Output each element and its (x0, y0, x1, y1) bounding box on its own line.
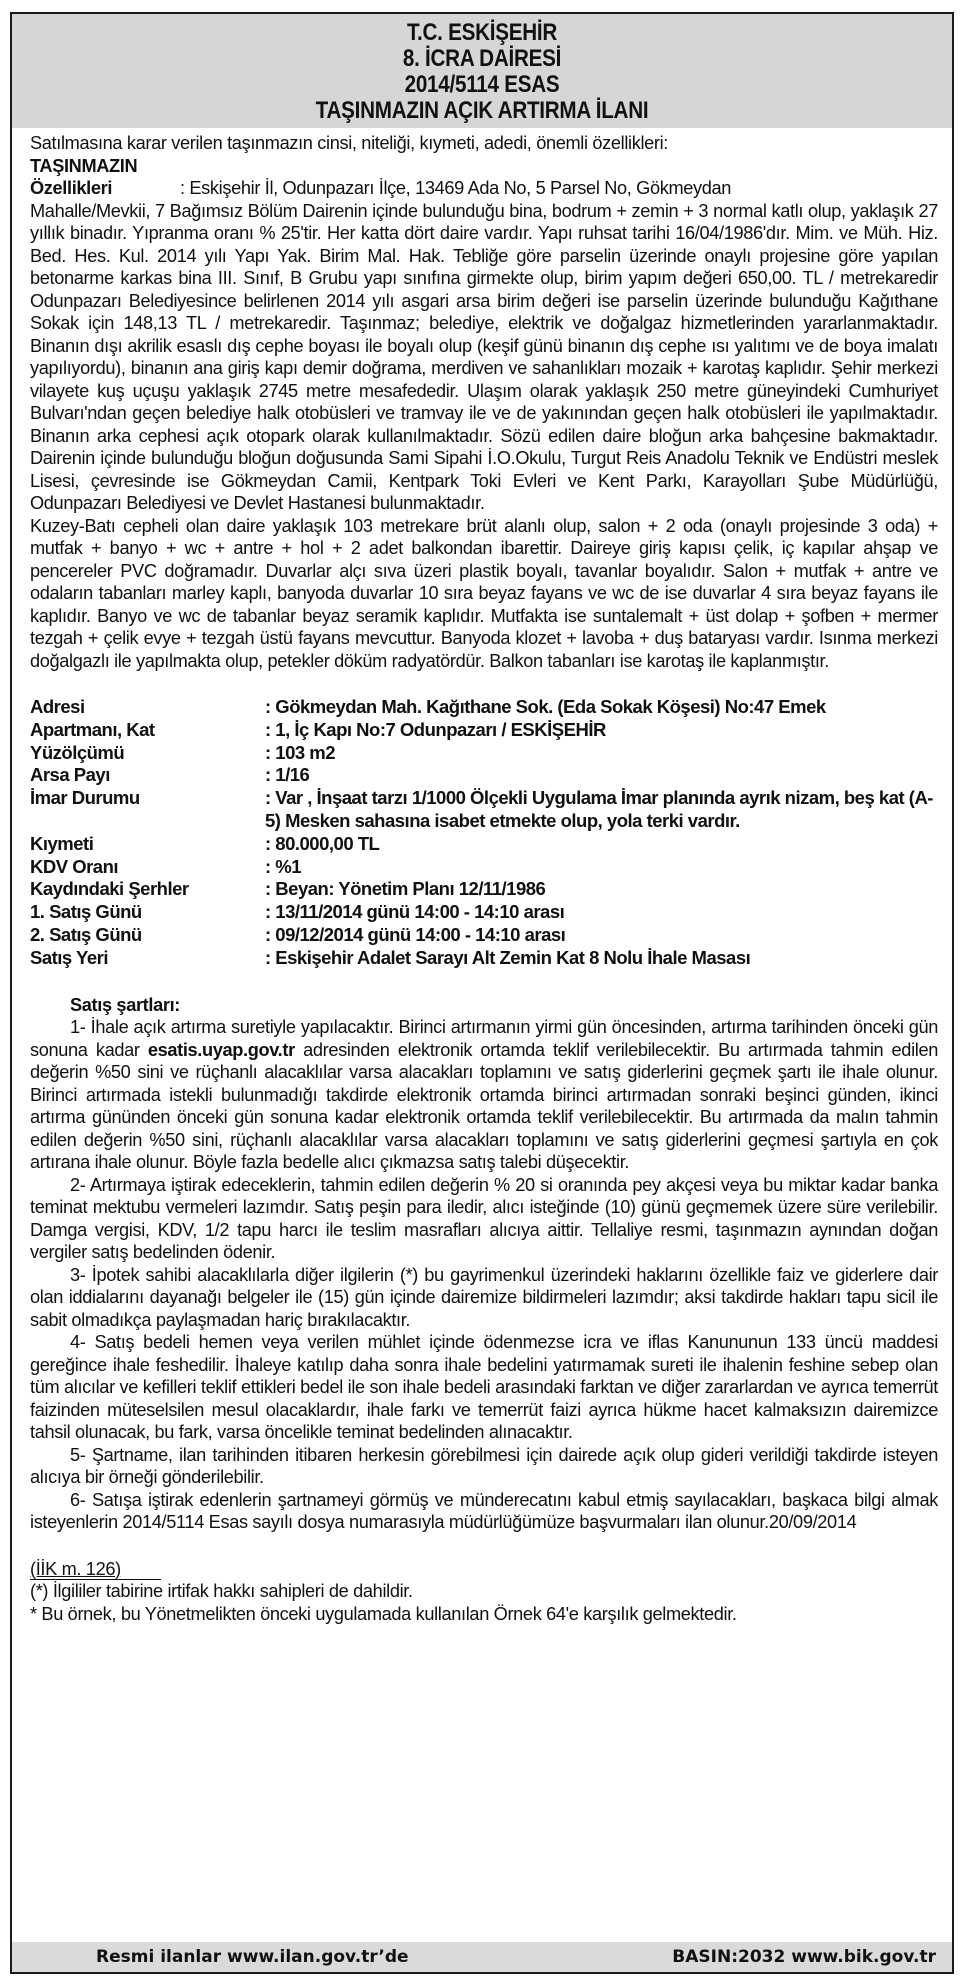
condition-text: adresinden elektronik ortamda teklif verilebilecektir. Bu artırmada tahmin edilen değerin %50 sini ve rüçhanlı alacaklılar varsa alacakları toplamını ve satış giderlerini geçmek şartı ile ihale olunur. Birinci artırmada istekli bulunmadığı takdirde elektronik ortamda birinci artırmadan sonraki beşinci günden, ikinci artırma gününden önceki gün sonuna kadar elektronik ortamda teklif verilebilecektir. Bu artırmada da malın tahmin edilen değerin %50 sini, rüçhanlı alacaklılar varsa alacakları toplamını ve satış giderlerini geçmesi şartıyla en çok artırana ihale olunur. Böyle fazla bedelle alıcı çıkmazsa satış talebi düşecektir. (30, 1039, 938, 1173)
features-row (30, 177, 938, 200)
property-row-second-sale (30, 924, 938, 947)
conditions-title: Satış şartları: (70, 994, 180, 1015)
condition-text: 1- İhale açık artırma suretiyle yapılacaktır. Birinci artırmanın yirmi gün öncesinden, artırma tarihinden önceki gün sonuna kadar (30, 1017, 938, 1060)
property-label: 2. Satış Günü (30, 923, 142, 945)
footer-bik-link[interactable]: BASIN:2032 www.bik.gov.tr (672, 1947, 936, 1967)
auction-notice (10, 12, 954, 1974)
intro-text: Satılmasına karar verilen taşınmazın cinsi, niteliği, kıymeti, adedi, önemli özellikleri: (30, 133, 669, 153)
property-value: : 1, İç Kapı No:7 Odunpazarı / ESKİŞEHİR (265, 718, 606, 740)
property-label: Kıymeti (30, 832, 94, 854)
header-office: 8. İCRA DAİRESİ (402, 45, 562, 72)
notice-footer (12, 1942, 952, 1972)
property-value: : Beyan: Yönetim Planı 12/11/1986 (265, 878, 546, 900)
property-value: : 1/16 (265, 764, 310, 786)
property-row-vat (30, 856, 938, 879)
footer-ilan-link[interactable]: Resmi ilanlar www.ilan.gov.tr’de (96, 1947, 409, 1967)
condition-5: 5- Şartname, ilan tarihinden itibaren herkesin görebilmesi için dairede açık olup gideri verildiği takdirde isteyen alıcıya bir örneği gönderilebilir. (30, 1444, 938, 1488)
property-label: Apartmanı, Kat (30, 718, 155, 740)
condition-4: 4- Satış bedeli hemen veya verilen mühlet içinde ödenmezse icra ve iflas Kanununun 133 üncü maddesi gereğince ihale feshedilir. İhaleye katılıp daha sonra ihale bedelini yatırmamak sureti ile ihalenin feshine sebep olan tüm alıcılar ve kefilleri teklif ettikleri bedel ile son ihale bedeli arasındaki farktan ve diğer zararlardan ve ayrıca temerrüt faizinden müteselsilen mesul olacaklardır, ihale farkı ve temerrüt faizi ayrıca hükme hacet kalmaksızın dairemizce tahsil olunacak, bu fark, varsa öncelikle teminat bedelinden alınacaktır. (30, 1332, 938, 1443)
property-label: Arsa Payı (30, 764, 110, 786)
property-details (30, 696, 938, 970)
property-label: Yüzölçümü (30, 741, 125, 763)
property-row-first-sale (30, 901, 938, 924)
header-case-number: 2014/5114 ESAS (404, 71, 560, 98)
header-title: TAŞINMAZIN AÇIK ARTIRMA İLANI (315, 97, 649, 124)
condition-6: 6- Satışa iştirak edenlerin şartnameyi görmüş ve münderecatını kabul etmiş sayılacakları, başkaca bilgi almak isteyenlerin 2014/5114 Esas sayılı dosya numarasıyla müdürlüğümüze başvurmaları ilan olunur.20/09/2014 (30, 1489, 938, 1533)
property-row-sale-place (30, 947, 938, 970)
property-value: : Gökmeydan Mah. Kağıthane Sok. (Eda Sokak Köşesi) No:47 Emek (265, 696, 826, 717)
property-value: : %1 (265, 855, 302, 877)
footnotes (30, 1580, 938, 1625)
features-first-line: : Eskişehir İl, Odunpazarı İlçe, 13469 Ada No, 5 Parsel No, Gökmeydan (180, 178, 732, 198)
property-row-value (30, 833, 938, 856)
property-value: : 80.000,00 TL (265, 832, 380, 854)
property-value: : 09/12/2014 günü 14:00 - 14:10 arası (265, 923, 566, 945)
condition-1 (30, 1016, 938, 1174)
property-label: KDV Oranı (30, 855, 119, 877)
notice-header (12, 14, 952, 128)
property-label: 1. Satış Günü (30, 901, 142, 923)
property-label: Adresi (30, 696, 85, 717)
property-label: İmar Durumu (30, 787, 140, 809)
esatis-link[interactable]: esatis.uyap.gov.tr (147, 1039, 295, 1060)
property-value: : 103 m2 (265, 741, 336, 763)
property-row-area (30, 742, 938, 765)
property-label: Satış Yeri (30, 946, 108, 968)
apartment-description: Kuzey-Batı cepheli olan daire yaklaşık 103 metrekare brüt alanlı olup, salon + 2 oda (onaylı projesinde 3 oda) + mutfak + banyo + wc + antre + hol + 2 adet balkondan ibarettir. Daireye giriş kapısı çelik, iç kapılar ahşap ve pencereler PVC doğramadır. Duvarlar alçı sıva üzeri plastik boyalı, tavanlar boyalıdır. Salon + mutfak + antre ve odaların tabanları marley kaplı, banyoda duvarlar 10 sıra beyaz fayans ve wc de ise duvarlar 4 sıra beyaz fayans ile kaplıdır. Banyo ve wc de tabanlar beyaz seramik kaplıdır. Mutfakta ise suntalemalt + üst dolap + şofben + mermer tezgah + çelik evye + tezgah üstü fayans mevcuttur. Banyoda klozet + lavoba + duş bataryası vardır. Isınma merkezi doğalgazlı ile yapılmakta olup, petekler döküm radyatördür. Balkon tabanları ise karotaş ile kaplanmıştır. (30, 515, 938, 671)
property-value: : Eskişehir Adalet Sarayı Alt Zemin Kat 8 Nolu İhale Masası (265, 946, 751, 968)
property-row-annotations (30, 878, 938, 901)
notice-body (12, 128, 952, 1625)
property-value: : Var , İnşaat tarzı 1/1000 Ölçekli Uygulama İmar planında ayrık nizam, beş kat (A-5) Mesken sahasına isabet etmekte olup, yola terki vardır. (265, 787, 933, 831)
property-row-land-share (30, 764, 938, 787)
property-heading: TAŞINMAZIN (30, 155, 138, 176)
features-label: Özellikleri (30, 178, 113, 198)
header-city: T.C. ESKİŞEHİR (406, 19, 558, 46)
condition-2: 2- Artırmaya iştirak edeceklerin, tahmin edilen değerin % 20 si oranında pey akçesi veya bu miktar kadar banka teminat mektubu vermeleri lazımdır. Satış peşin para iledir, alıcı isteğinde (10) günü geçmemek üzere süre verilebilir. Damga vergisi, KDV, 1/2 tapu harcı ile teslim masrafları alıcıya aittir. Tellaliye resmi, taşınmazın aynından doğan vergiler satış bedelinden ödenir. (30, 1174, 938, 1263)
property-label: Kaydındaki Şerhler (30, 878, 189, 900)
property-row-zoning (30, 787, 938, 833)
footnote-2: * Bu örnek, bu Yönetmelikten önceki uygulamada kullanılan Örnek 64'e karşılık gelmektedir. (30, 1603, 737, 1624)
property-row-floor (30, 719, 938, 742)
property-value: : 13/11/2014 günü 14:00 - 14:10 arası (265, 901, 565, 923)
features-description: Mahalle/Mevkii, 7 Bağımsız Bölüm Dairenin içinde bulunduğu bina, bodrum + zemin + 3 normal katlı olup, yaklaşık 27 yıllık binadır. Yıpranma oranı % 25'tir. Her katta dört daire vardır. Yapı ruhsat tarihi 16/04/1986'dır. Mim. ve Müh. Hiz. Bed. Hes. Kul. 2014 yılı Yapı Yak. Birim Mal. Hak. Tebliğe göre parselin üzerinde onaylı projesine göre yapılan betonarme karkas bina III. Sınıf, B Grubu yapı sınıfına girmekte olup, birim yapım değeri 650,00. TL / metrekaredir Odunpazarı Belediyesince belirlenen 2014 yılı asgari arsa birim değeri ise parselin üzerinde bulunduğu Kağıthane Sokak için 148,13 TL / metrekaredir. Taşınmaz; belediye, elektrik ve doğalgaz hizmetlerinden yararlanmaktadır. Binanın dışı akrilik esaslı dış cephe boyası ile boyalı olup (keşif günü binanın dış cephe ısı yalıtımı ve de boya imalatı yapılıyordu), binanın ana giriş kapı demir doğrama, merdiven ve sahanlıkları mozaik + karotaş kaplıdır. Şehir merkezi vilayete kuş uçuşu yaklaşık 2745 metre mesafededir. Ulaşım olarak yaklaşık 250 metre güneyindeki Cumhuriyet Bulvarı'ndan geçen belediye halk otobüsleri ve tramvay ile ve de yakınından geçen halk otobüsleri ile yapılmaktadır. Binanın arka cephesi açık otopark olarak kullanılmaktadır. Sözü edilen daire bloğun arka bahçesine bakmaktadır. Dairenin içinde bulunduğu bloğun doğusunda Sami Sipahi İ.O.Okulu, Turgut Reis Anadolu Teknik ve Endüstri meslek Lisesi, çevresinde ise Gökmeydan Camii, Kentpark Toki Evleri ve Kent Parkı, Karayolları Şube Müdürlüğü, Odunpazarı Belediyesi ve Devlet Hastanesi bulunmaktadır. (30, 200, 938, 513)
legal-reference: (İİK m. 126) (30, 1559, 161, 1580)
property-row-address (30, 696, 938, 719)
condition-3: 3- İpotek sahibi alacaklılarla diğer ilgilerin (*) bu gayrimenkul üzerindeki haklarını özellikle faiz ve giderlere dair olan iddialarını dayanağı belgeler ile (15) gün içinde dairemize bildirmeleri lazımdır; aksi takdirde hakları tapu sicil ile sabit olmadıkça paylaşmadan hariç bırakılacaktır. (30, 1264, 938, 1330)
footnote-1: (*) İlgililer tabirine irtifak hakkı sahipleri de dahildir. (30, 1581, 413, 1602)
